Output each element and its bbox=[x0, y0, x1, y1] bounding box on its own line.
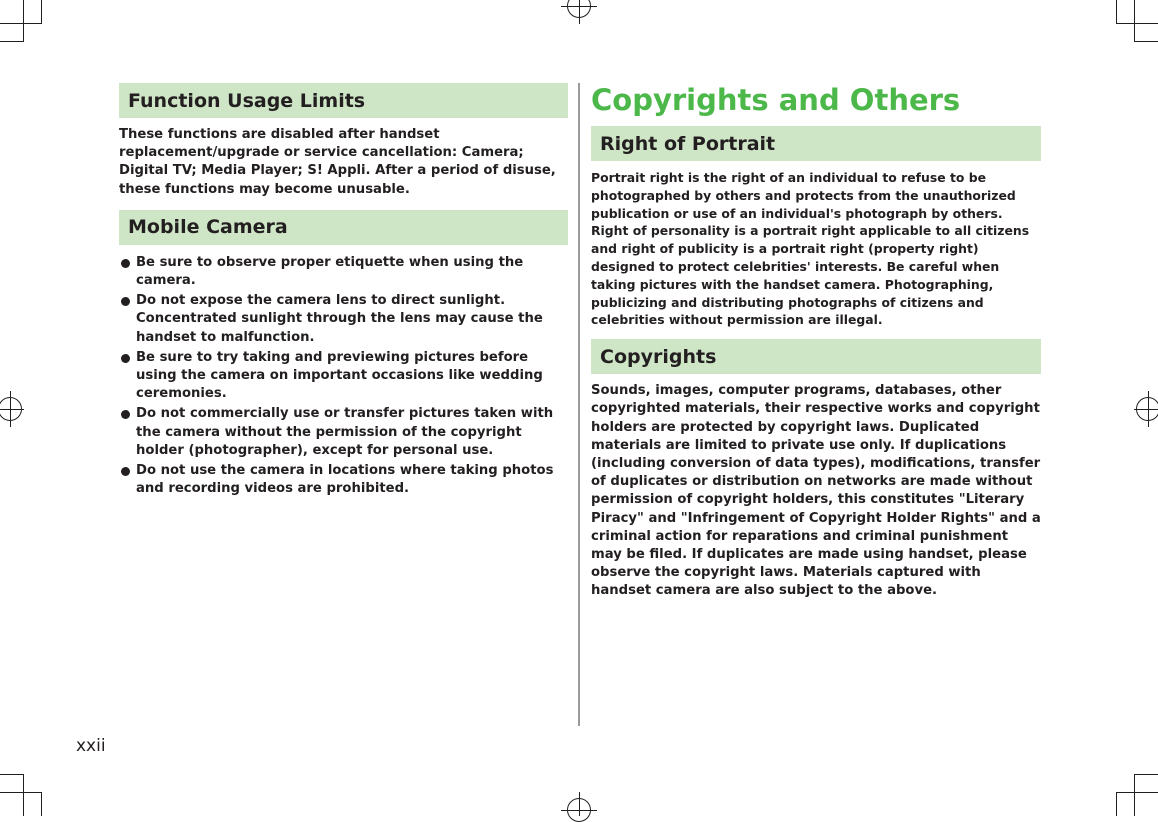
mobile-camera-heading bbox=[119, 210, 568, 245]
right-of-portrait-heading bbox=[591, 126, 1041, 161]
crop-mark-top-right-v2 bbox=[1134, 0, 1135, 42]
registration-mark-top-line-v bbox=[579, 0, 580, 24]
right-of-portrait-heading-text: Right of Portrait bbox=[600, 132, 776, 155]
crop-mark-top-right-h bbox=[1134, 41, 1158, 42]
function-usage-limits-text: These functions are disabled after handset replacement/upgrade or service cancellation: Camera; Digital TV; Media Player; S! Appli. After a period of disuse, these functions may become unusable. bbox=[119, 127, 556, 197]
bullet-dot-icon bbox=[121, 259, 130, 268]
right-column bbox=[591, 83, 1041, 601]
registration-mark-right-line-v bbox=[1148, 391, 1149, 427]
crop-mark-bottom-left-v2 bbox=[23, 774, 24, 816]
bullet-text: Do not commercially use or transfer pictures taken with the camera without the permission of the copyright holder (photographer), except for personal use. bbox=[136, 406, 554, 458]
list-item bbox=[119, 254, 568, 290]
crop-mark-bottom-left-v bbox=[41, 792, 42, 816]
list-item bbox=[119, 405, 568, 460]
crop-mark-bottom-left-h bbox=[0, 774, 24, 775]
registration-mark-left-line-h bbox=[0, 409, 24, 410]
crop-mark-top-right-h2 bbox=[1116, 23, 1158, 24]
bullet-text: Do not expose the camera lens to direct sunlight. Concentrated sunlight through the lens may cause the handset to malfunction. bbox=[136, 293, 543, 345]
mobile-camera-bullet-list bbox=[119, 254, 568, 499]
crop-mark-bottom-right-v bbox=[1116, 792, 1117, 816]
bullet-dot-icon bbox=[121, 467, 130, 476]
registration-mark-left-line-v bbox=[10, 391, 11, 427]
crop-mark-top-left-v2 bbox=[23, 0, 24, 42]
left-column bbox=[119, 83, 568, 500]
copyrights-heading-text: Copyrights bbox=[600, 345, 717, 368]
copyrights-heading bbox=[591, 339, 1041, 374]
page-title: Copyrights and Others bbox=[591, 83, 961, 117]
page-number: xxii bbox=[76, 736, 106, 756]
list-item bbox=[119, 462, 568, 498]
bullet-text: Do not use the camera in locations where taking photos and recording videos are prohibited. bbox=[136, 463, 554, 497]
bullet-dot-icon bbox=[121, 354, 130, 363]
crop-mark-bottom-right-h bbox=[1134, 774, 1158, 775]
crop-mark-top-left-h bbox=[0, 41, 24, 42]
bullet-text: Be sure to observe proper etiquette when using the camera. bbox=[136, 254, 524, 289]
crop-mark-top-left-h2 bbox=[0, 23, 42, 24]
list-item bbox=[119, 349, 568, 404]
crop-mark-bottom-right-h2 bbox=[1116, 792, 1158, 793]
bullet-text: Be sure to try taking and previewing pictures before using the camera on important occasions like wedding ceremonies. bbox=[136, 349, 543, 402]
mobile-camera-heading-text: Mobile Camera bbox=[128, 216, 288, 239]
right-of-portrait-text: Portrait right is the right of an individual to refuse to be photographed by others and protects from the unauthorized publication or use of an individual's photograph by others. Right of personality is a portrait right applicable to all citizens and right of publicity is a portrait right (property right) designed to protect celebrities' interests. Be careful when taking pictures with the handset camera. Photographing, publicizing and distributing photographs of citizens and celebrities without permission are illegal. bbox=[591, 170, 1030, 328]
bullet-dot-icon bbox=[121, 297, 130, 306]
copyrights-text: Sounds, images, computer programs, databases, other copyrighted materials, their respective works and copyright holders are protected by copyright laws. Duplicated materials are limited to private use only. If duplications (including conversion of data types), modifications, transfer of duplicates or distribution on networks are made without permission of copyright holders, this constitutes "Literary Piracy" and "Infringement of Copyright Holder Rights" and a criminal action for reparations and criminal punishment may be filed. If duplicates are made using handset, please observe the copyright laws. Materials captured with handset camera are also subject to the above. bbox=[591, 383, 1041, 599]
list-item bbox=[119, 292, 568, 347]
registration-mark-bottom-line-v bbox=[579, 792, 580, 816]
crop-mark-top-left-v bbox=[41, 0, 42, 24]
function-usage-limits-heading-text: Function Usage Limits bbox=[128, 89, 366, 112]
column-divider bbox=[578, 83, 580, 726]
bullet-dot-icon bbox=[121, 410, 130, 419]
crop-mark-bottom-left-h2 bbox=[0, 792, 42, 793]
crop-mark-top-right-v bbox=[1116, 0, 1117, 24]
crop-mark-bottom-right-v2 bbox=[1134, 774, 1135, 816]
function-usage-limits-heading bbox=[119, 83, 568, 118]
registration-mark-right-line-h bbox=[1134, 409, 1158, 410]
